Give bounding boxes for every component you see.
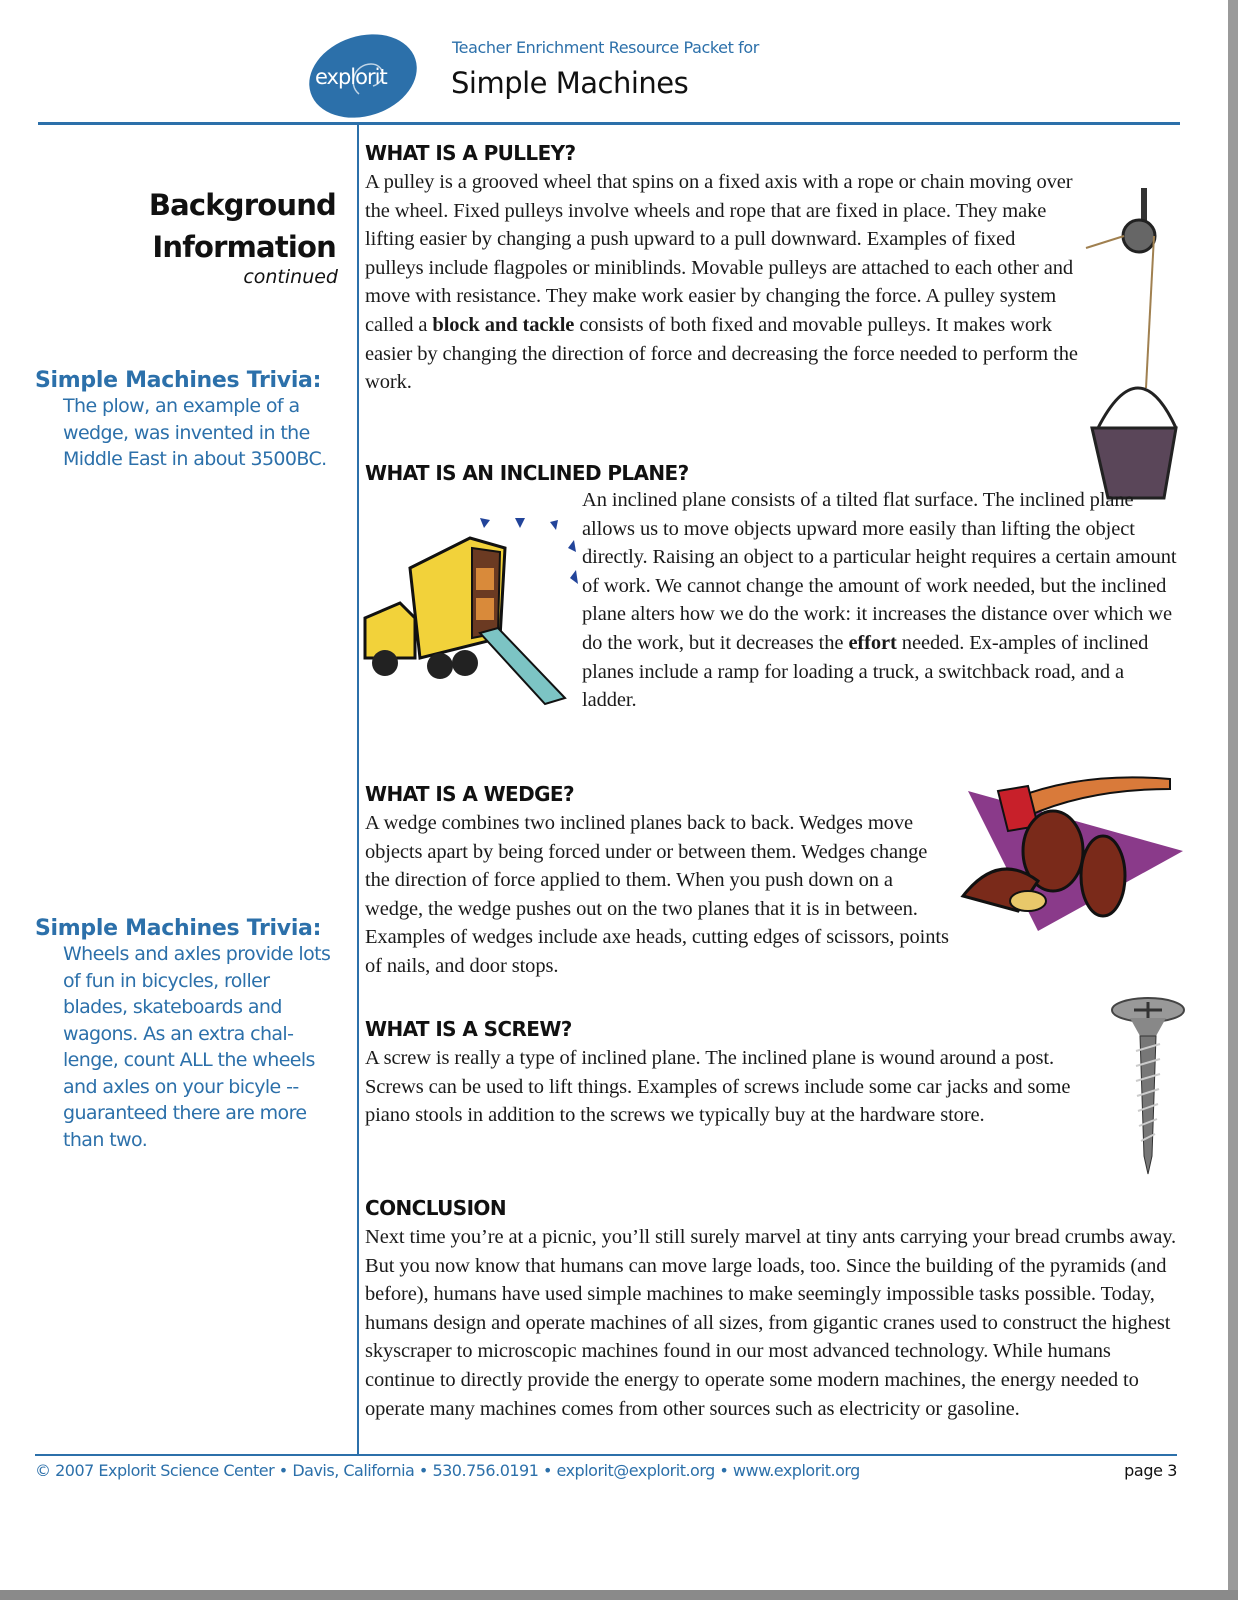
- sidebar-continued: continued: [243, 266, 338, 288]
- viewer-edge-right: [1228, 0, 1238, 1600]
- trivia-heading: Simple Machines Trivia:: [35, 368, 322, 393]
- page-title: Simple Machines: [451, 66, 689, 100]
- sidebar-title: [149, 184, 336, 268]
- header-divider: [38, 122, 1180, 125]
- bold-term: block and tackle: [432, 313, 575, 336]
- text-run: needed. Ex-amples of inclined planes include a ramp for loading a truck, a switchback road, and a ladder.: [582, 631, 1149, 712]
- section-conclusion: [365, 1193, 1180, 1423]
- screw-illustration: [1110, 996, 1186, 1176]
- section-heading: WHAT IS AN INCLINED PLANE?: [365, 461, 689, 485]
- header-kicker: Teacher Enrichment Resource Packet for: [452, 38, 759, 57]
- footer-contact: © 2007 Explorit Science Center • Davis, California • 530.756.0191 • explorit@explorit.org • www.explorit.org: [35, 1461, 860, 1480]
- trivia-text: Wheels and axles provide lots of fun in bicycles, roller blades, skateboards and wagons. As an extra chal-lenge, count ALL the wheels and axles on your bicyle -- guaranteed there are more than two.: [63, 943, 331, 1151]
- text-run: consists of both fixed and movable pulleys. It makes work easier by changing the direction of force and decreasing the force needed to perform the work.: [365, 313, 1078, 394]
- trivia-text: The plow, an example of a wedge, was invented in the Middle East in about 3500BC.: [63, 395, 327, 470]
- viewer-edge-bottom: [0, 1590, 1238, 1600]
- pulley-text: [365, 168, 1180, 397]
- conclusion-text: Next time you’re at a picnic, you’ll still surely marvel at tiny ants carrying your bread crumbs away. But you now know that humans can move large loads, too. Since the building of the pyramids (and before), humans have used simple machines to make seemingly impossible tasks possible. Today, humans design and operate machines of all sizes, from gigantic cranes used to construct the highest skyscraper to microscopic machines found in our most advanced technology. While humans continue to directly provide the energy to operate some modern machines, the energy needed to operate many machines comes from other sources such as electricity or gasoline.: [365, 1226, 1177, 1420]
- pulley-illustration: [1084, 188, 1182, 504]
- wedge-text: A wedge combines two inclined planes back to back. Wedges move objects apart by being forced under or between them. Wedges change the direction of force applied to them. When you push down on a wedge, the wedge pushes out on the two planes that it is in between. Examples of wedges include axe heads, cutting edges of scissors, points of nails, and door stops.: [365, 812, 949, 977]
- section-inclined-plane: [365, 458, 1180, 715]
- page-number: page 3: [1124, 1461, 1177, 1480]
- svg-text:explorit: explorit: [315, 65, 387, 89]
- axe-wedge-illustration: [958, 771, 1184, 937]
- section-heading: WHAT IS A PULLEY?: [365, 141, 576, 165]
- bold-term: effort: [848, 631, 897, 654]
- trivia-heading: Simple Machines Trivia:: [35, 916, 322, 941]
- section-wedge: [365, 779, 1180, 981]
- section-heading: CONCLUSION: [365, 1196, 506, 1220]
- screw-text: A screw is really a type of inclined plane. The inclined plane is wound around a post. Screws can be used to lift things. Examples of screws include some car jacks and some piano stools in addition to the screws we typically buy at the hardware store.: [365, 1047, 1071, 1127]
- trivia-box-2: [35, 916, 338, 1153]
- inclined-plane-text: [582, 486, 1180, 715]
- trivia-box-1: [35, 368, 333, 473]
- footer-divider: [35, 1454, 1177, 1456]
- section-heading: WHAT IS A SCREW?: [365, 1017, 572, 1041]
- sidebar-title-line2: Information: [152, 230, 336, 264]
- section-heading: WHAT IS A WEDGE?: [365, 782, 574, 806]
- section-pulley: [365, 138, 1180, 504]
- truck-ramp-illustration: [360, 508, 582, 708]
- column-divider: [357, 124, 359, 1456]
- sidebar-title-line1: Background: [148, 188, 336, 222]
- text-run: An inclined plane consists of a tilted flat surface. The inclined plane allows us to move objects upward more easily than lifting the object directly. Raising an object to a particular height requires a certain amount of work. We cannot change the amount of work needed, but the inclined plane alters how we do the work: it increases the distance over which we do the work, but it decreases the: [582, 489, 1177, 654]
- text-run: A pulley is a grooved wheel that spins on a fixed axis with a rope or chain moving over the wheel. Fixed pulleys involve wheels and rope that are fixed in place. They make lifting easier by changing a push upward to a pull downward. Examples of fixed pulleys include flagpoles or miniblinds. Movable pulleys are attached to each other and move with resistance. They make work easier by changing the force. A pulley system called a: [365, 171, 1074, 336]
- explorit-logo: [307, 34, 419, 118]
- section-screw: [365, 1014, 1180, 1176]
